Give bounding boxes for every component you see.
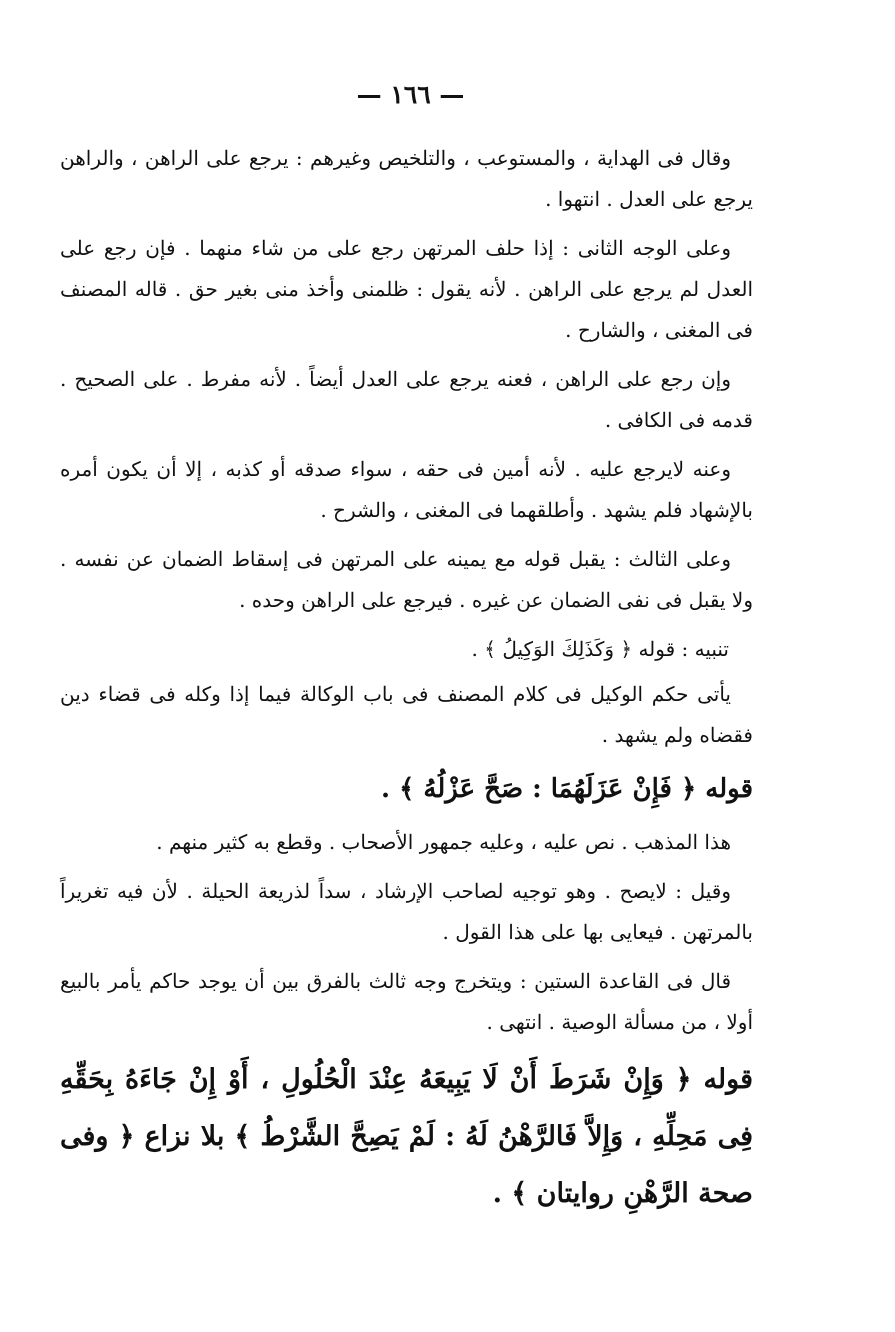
paragraph-second-aspect: وعلى الوجه الثانى : إذا حلف المرتهن رجع على من شاء منهما . فإن رجع على العدل لم يرجع على الراهن . لأنه يقول : ظلمنى وأخذ منى بغير حق . قاله المصنف فى المغنى ، والشارح .: [60, 236, 753, 342]
section-heading-condition: قوله ﴿ وَإِنْ شَرَطَ أَنْ لَا يَبِيعَهُ عِنْدَ الْحُلُولِ ، أَوْ إِنْ جَاءَهُ بِحَقِّهِ فِى مَحِلِّهِ ، وَإِلاَّ فَالرَّهْنُ لَهُ : لَمْ يَصِحَّ الشَّرْطُ ﴾ بلا نزاع ﴿ وفى صحة الرَّهْنِ روايتان ﴾ .: [60, 1064, 753, 1209]
section-heading-dismissal: قوله ﴿ فَإِنْ عَزَلَهُمَا : صَحَّ عَزْلُهُ ﴾ .: [381, 774, 753, 804]
paragraph-return-rahin: وإن رجع على الراهن ، فعنه يرجع على العدل أيضاً . لأنه مفرط . على الصحيح . قدمه فى الكافى .: [60, 367, 753, 432]
page-number: — ١٦٦ —: [356, 80, 465, 109]
paragraph-no-return: وعنه لايرجع عليه . لأنه أمين فى حقه ، سواء صدقه أو كذبه ، إلا أن يكون أمره بالإشهاد فلم يشهد . وأطلقهما فى المغنى ، والشرح .: [60, 457, 753, 522]
paragraph-wakil: يأتى حكم الوكيل فى كلام المصنف فى باب الوكالة فيما إذا وكله فى قضاء دين فقضاه ولم يشهد .: [60, 682, 753, 747]
paragraph-sixtieth-rule: قال فى القاعدة الستين : ويتخرج وجه ثالث بالفرق بين أن يوجد حاكم يأمر بالبيع أولا ، من مسألة الوصية . انتهى .: [60, 969, 753, 1034]
note-heading: تنبيه : قوله ﴿ وَكَذَلِكَ الوَكِيلُ ﴾ .: [471, 637, 729, 661]
page-body: [60, 138, 753, 1230]
paragraph-madhhab: هذا المذهب . نص عليه ، وعليه جمهور الأصحاب . وقطع به كثير منهم .: [156, 830, 731, 854]
paragraph-hidaya: وقال فى الهداية ، والمستوعب ، والتلخيص وغيرهم : يرجع على الراهن ، والراهن يرجع على العدل . انتهوا .: [60, 146, 753, 211]
paragraph-invalid-view: وقيل : لايصح . وهو توجيه لصاحب الإرشاد ، سداً لذريعة الحيلة . لأن فيه تغريراً بالمرتهن . فيعايى بها على هذا القول .: [60, 879, 753, 944]
paragraph-third-aspect: وعلى الثالث : يقبل قوله مع يمينه على المرتهن فى إسقاط الضمان عن نفسه . ولا يقبل فى نفى الضمان عن غيره . فيرجع على الراهن وحده .: [60, 547, 753, 612]
